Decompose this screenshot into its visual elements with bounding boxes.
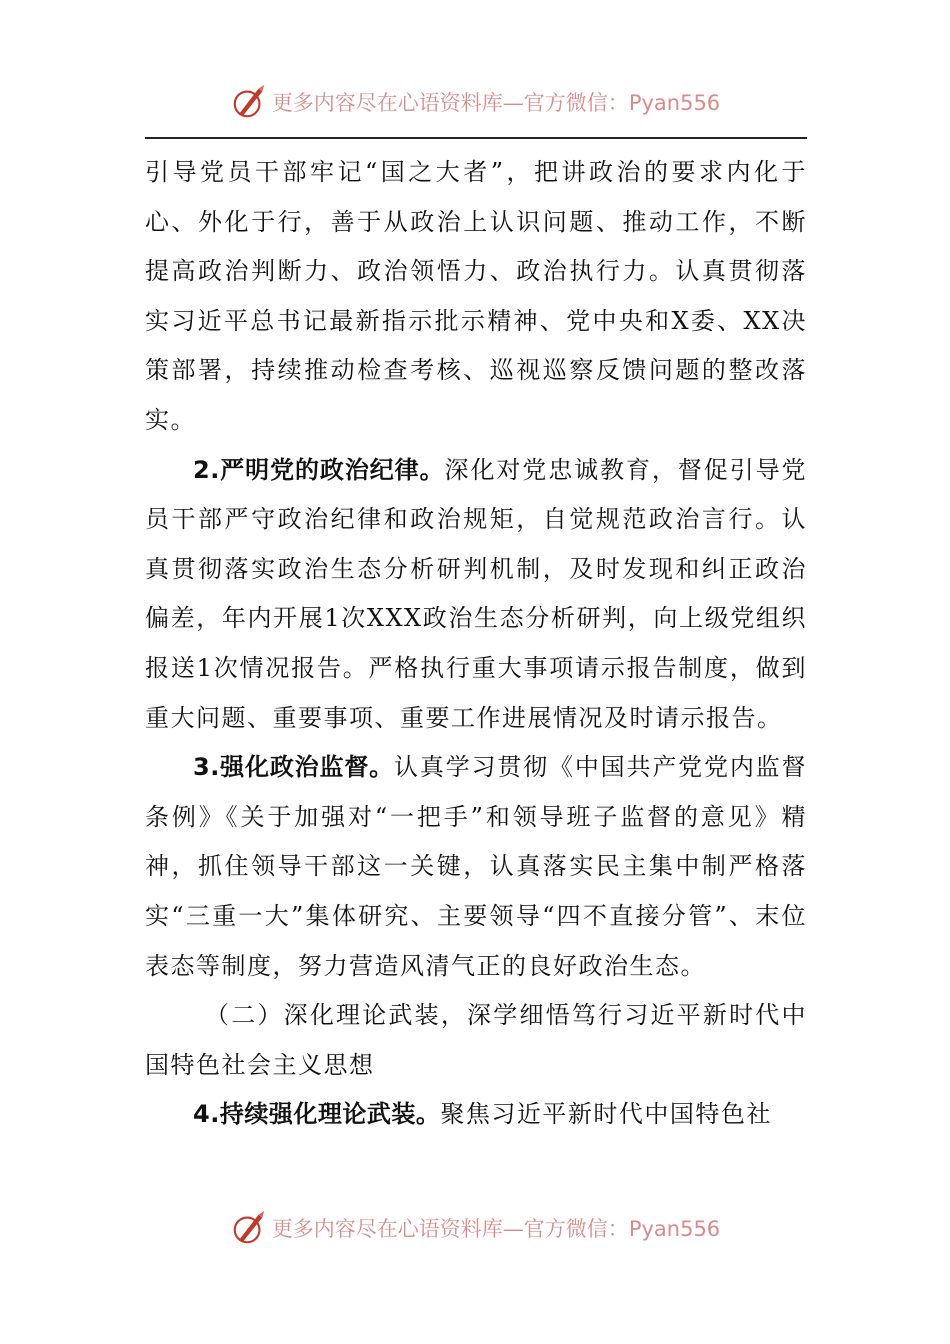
footer-watermark	[0, 1206, 950, 1250]
subsection-title-2: （二）深化理论武装，深学细悟笃行习近平新时代中国特色社会主义思想	[145, 1001, 807, 1079]
paragraph-1: 引导党员干部牢记“国之大者”，把讲政治的要求内化于心、外化于行，善于从政治上认识问题、推动工作，不断提高政治判断力、政治领悟力、政治执行力。认真贯彻落实习近平总书记最新指示批示精神、党中央和X委、XX决策部署，持续推动检查考核、巡视巡察反馈问题的整改落实。	[145, 158, 807, 434]
section-heading-2: 2.严明党的政治纪律。	[193, 455, 445, 484]
watermark-text: 更多内容尽在心语资料库—官方微信：Pyan556	[271, 91, 721, 115]
document-body	[145, 148, 807, 1140]
header-rule	[145, 137, 807, 139]
section-heading-3: 3.强化政治监督。	[193, 753, 394, 782]
section-heading-4: 4.持续强化理论武装。	[193, 1100, 441, 1129]
quill-pen-logo-icon	[230, 83, 268, 121]
quill-pen-logo-icon	[230, 1209, 268, 1247]
paragraph-3: 3.强化政治监督。认真学习贯彻《中国共产党党内监督条例》《关于加强对“一把手”和领导班子监督的意见》精神，抓住领导干部这一关键，认真落实民主集中制严格落实“三重一大”集体研究、主要领导“四不直接分管”、末位表态等制度，努力营造风清气正的良好政治生态。	[145, 753, 807, 980]
paragraph-4: 4.持续强化理论武装。聚焦习近平新时代中国特色社	[193, 1100, 772, 1129]
header-watermark	[0, 80, 950, 124]
paragraph-2: 2.严明党的政治纪律。深化对党忠诚教育，督促引导党员干部严守政治纪律和政治规矩，自觉规范政治言行。认真贯彻落实政治生态分析研判机制，及时发现和纠正政治偏差，年内开展1次XXX政治生态分析研判，向上级党组织报送1次情况报告。严格执行重大事项请示报告制度，做到重大问题、重要事项、重要工作进展情况及时请示报告。	[145, 455, 807, 732]
watermark-text: 更多内容尽在心语资料库—官方微信：Pyan556	[271, 1217, 721, 1241]
